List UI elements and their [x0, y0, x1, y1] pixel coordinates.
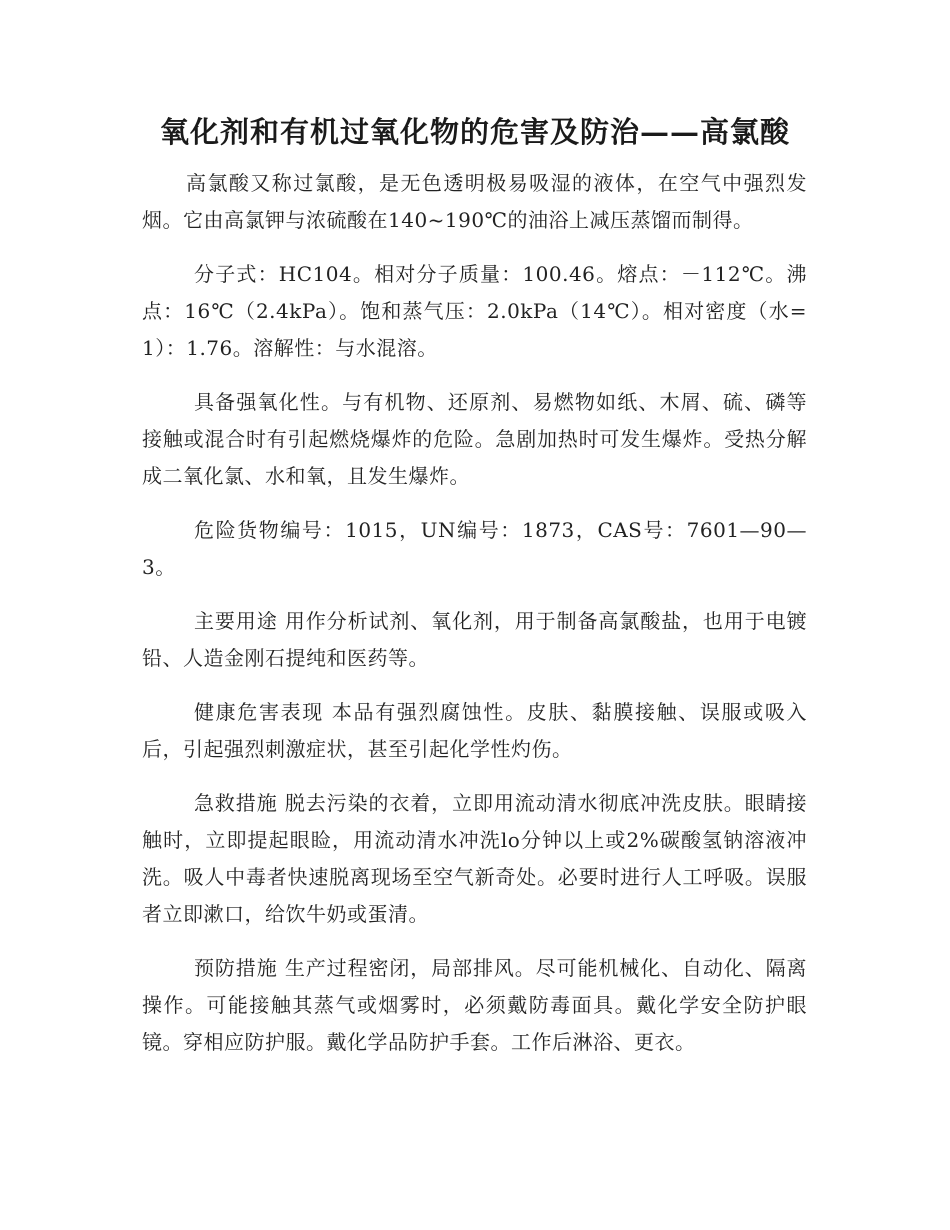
paragraph-uses: 主要用途 用作分析试剂、氧化剂，用于制备高氯酸盐，也用于电镀铅、人造金刚石提纯和医药等。 [142, 609, 807, 670]
document-body [142, 165, 807, 1078]
paragraph-prevention: 预防措施 生产过程密闭，局部排风。尽可能机械化、自动化、隔离操作。可能接触其蒸气或烟雾时，必须戴防毒面具。戴化学安全防护眼镜。穿相应防护服。戴化学品防护手套。工作后淋浴、更衣。 [142, 956, 807, 1054]
paragraph-health: 健康危害表现 本品有强烈腐蚀性。皮肤、黏膜接触、误服或吸入后，引起强烈刺激症状，甚至引起化学性灼伤。 [142, 700, 807, 761]
paragraph-properties: 分子式：HC104。相对分子质量：100.46。熔点：－112℃。沸点：16℃（2.4kPa）。饱和蒸气压：2.0kPa（14℃）。相对密度（水=1）：1.76。溶解性：与水混溶。 [142, 262, 807, 360]
document-title: 氧化剂和有机过氧化物的危害及防治——高氯酸 [159, 115, 790, 149]
paragraph-hazards: 具备强氧化性。与有机物、还原剂、易燃物如纸、木屑、硫、磷等接触或混合时有引起燃烧爆炸的危险。急剧加热时可发生爆炸。受热分解成二氧化氯、水和氧，且发生爆炸。 [142, 390, 807, 488]
paragraph-identifiers: 危险货物编号：1015，UN编号：1873，CAS号：7601—90—3。 [142, 518, 807, 579]
paragraph-first-aid: 急救措施 脱去污染的衣着，立即用流动清水彻底冲洗皮肤。眼睛接触时，立即提起眼睑，用流动清水冲洗lo分钟以上或2%碳酸氢钠溶液冲洗。吸人中毒者快速脱离现场至空气新奇处。必要时进行人工呼吸。误服者立即漱口，给饮牛奶或蛋清。 [142, 791, 807, 926]
paragraph-intro: 高氯酸又称过氯酸，是无色透明极易吸湿的液体，在空气中强烈发烟。它由高氯钾与浓硫酸在140~190℃的油浴上减压蒸馏而制得。 [142, 171, 807, 232]
